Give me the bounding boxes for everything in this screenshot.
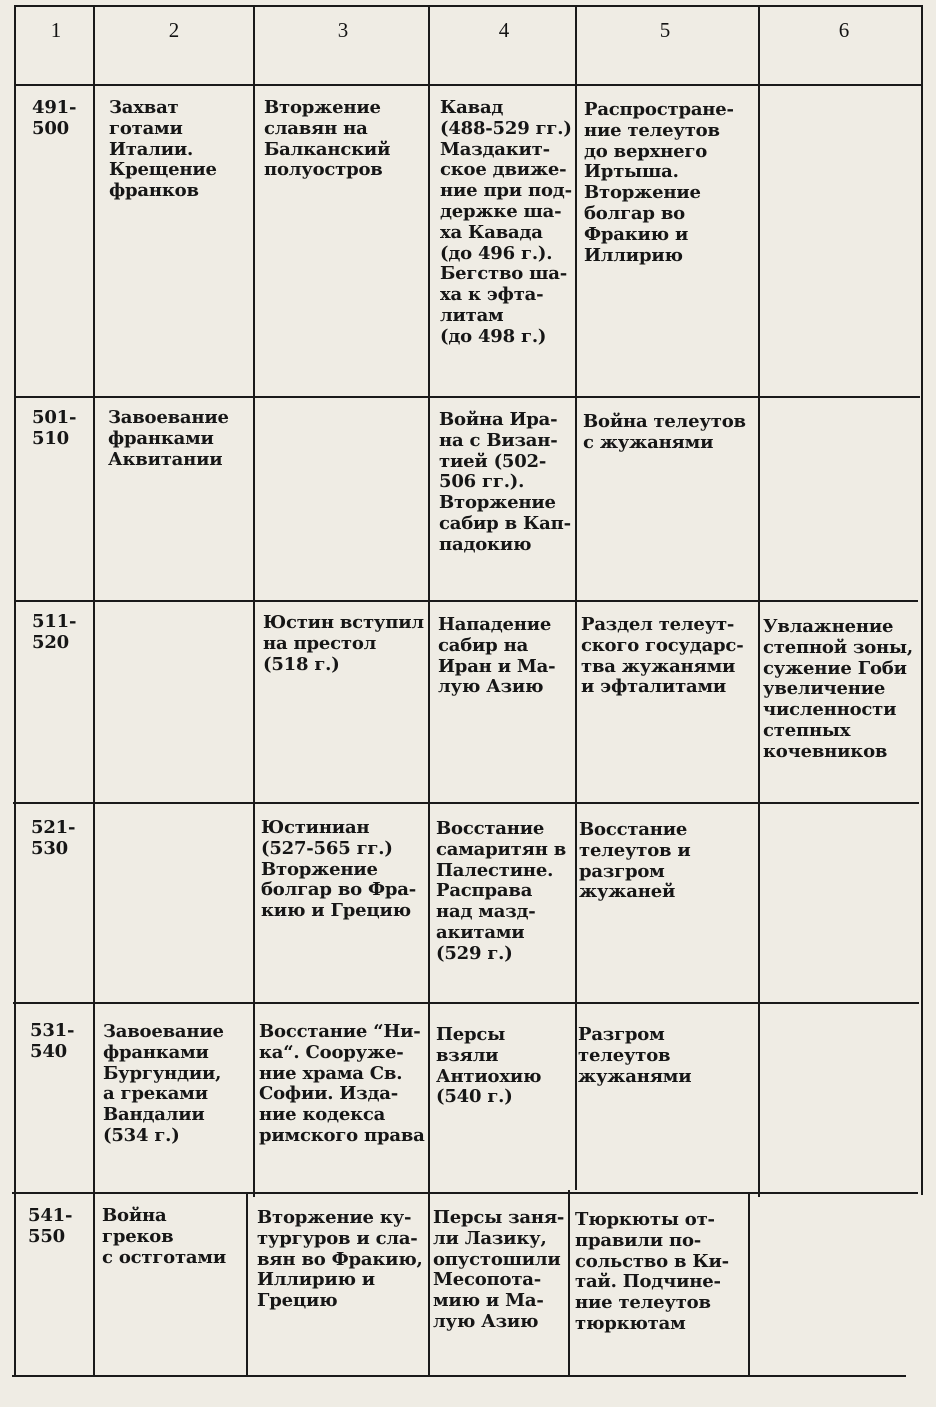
iran-cell: Восстание самаритян в Палестине. Расправа над мазд- акитами (529 г.): [436, 818, 567, 964]
iran-cell: Персы взяли Антиохию (540 г.): [436, 1024, 542, 1108]
steppe-cell: Разгром телеутов жужанями: [578, 1024, 692, 1087]
table-rule: [12, 1192, 918, 1194]
table-rule: [568, 1190, 570, 1377]
iran-cell: Персы заня- ли Лазику, опустошили Месопота- мию и Ма- лую Азию: [433, 1207, 565, 1332]
column-header-6: 6: [838, 18, 850, 42]
column-header-5: 5: [659, 18, 671, 42]
table-rule: [93, 5, 95, 1377]
steppe-cell: Раздел телеут- ского государс- тва жужанями и эфталитами: [581, 614, 744, 698]
period-cell: 531- 540: [30, 1020, 75, 1062]
period-cell: 491- 500: [32, 97, 77, 139]
period-cell: 511- 520: [32, 611, 77, 653]
column-header-4: 4: [498, 18, 510, 42]
period-cell: 521- 530: [31, 817, 76, 859]
byzantium-cell: Вторжение славян на Балканский полуостров: [264, 97, 391, 181]
table-rule: [246, 1192, 248, 1377]
byzantium-cell: Юстиниан (527-565 гг.) Вторжение болгар во Фра- кию и Грецию: [261, 817, 417, 922]
steppe-cell: Война телеутов с жужанями: [583, 411, 746, 453]
table-rule: [748, 1192, 750, 1377]
europe-cell: Завоевание франками Аквитании: [108, 407, 229, 470]
period-cell: 501- 510: [32, 407, 77, 449]
steppe-cell: Распростране- ние телеутов до верхнего Иртыша. Вторжение болгар во Фракию и Иллирию: [584, 99, 734, 266]
byzantium-cell: Юстин вступил на престол (518 г.): [263, 612, 424, 675]
table-rule: [758, 5, 760, 1197]
column-header-1: 1: [50, 18, 62, 42]
table-rule: [253, 5, 255, 1197]
table-rule: [13, 1002, 919, 1004]
table-rule: [14, 600, 918, 602]
table-rule: [14, 84, 923, 86]
table-rule: [14, 5, 923, 7]
column-header-3: 3: [337, 18, 349, 42]
iran-cell: Нападение сабир на Иран и Ма- лую Азию: [438, 614, 556, 698]
table-rule: [428, 5, 430, 1377]
europe-cell: Завоевание франками Бургундии, а греками Вандалии (534 г.): [103, 1021, 224, 1146]
steppe-cell: Тюркюты от- правили по- сольство в Ки- тай. Подчине- ние телеутов тюркютам: [575, 1209, 729, 1334]
table-rule: [14, 5, 16, 1377]
climate-cell: Увлажнение степной зоны, сужение Гоби увеличение численности степных кочевников: [763, 616, 913, 762]
byzantium-cell: Восстание “Ни- ка“. Сооруже- ние храма Св. Софии. Изда- ние кодекса римского права: [259, 1021, 425, 1146]
iran-cell: Кавад (488-529 гг.) Маздакит- ское движе- ние при под- держке ша- ха Кавада (до 496 г.). Бегство ша- ха к эфта- литам (до 498 г.): [440, 97, 572, 347]
table-rule: [921, 5, 923, 1195]
table-rule: [13, 802, 919, 804]
table-rule: [14, 396, 920, 398]
period-cell: 541- 550: [28, 1205, 73, 1247]
europe-cell: Война греков с остготами: [102, 1205, 226, 1268]
table-rule: [575, 5, 577, 1190]
europe-cell: Захват готами Италии. Крещение франков: [109, 97, 217, 202]
byzantium-cell: Вторжение ку- тургуров и сла- вян во Фракию, Иллирию и Грецию: [257, 1207, 423, 1312]
table-rule: [12, 1375, 906, 1377]
steppe-cell: Восстание телеутов и разгром жужаней: [579, 819, 691, 903]
column-header-2: 2: [168, 18, 180, 42]
iran-cell: Война Ира- на с Визан- тией (502- 506 гг.). Вторжение сабир в Кап- падокию: [439, 409, 571, 555]
